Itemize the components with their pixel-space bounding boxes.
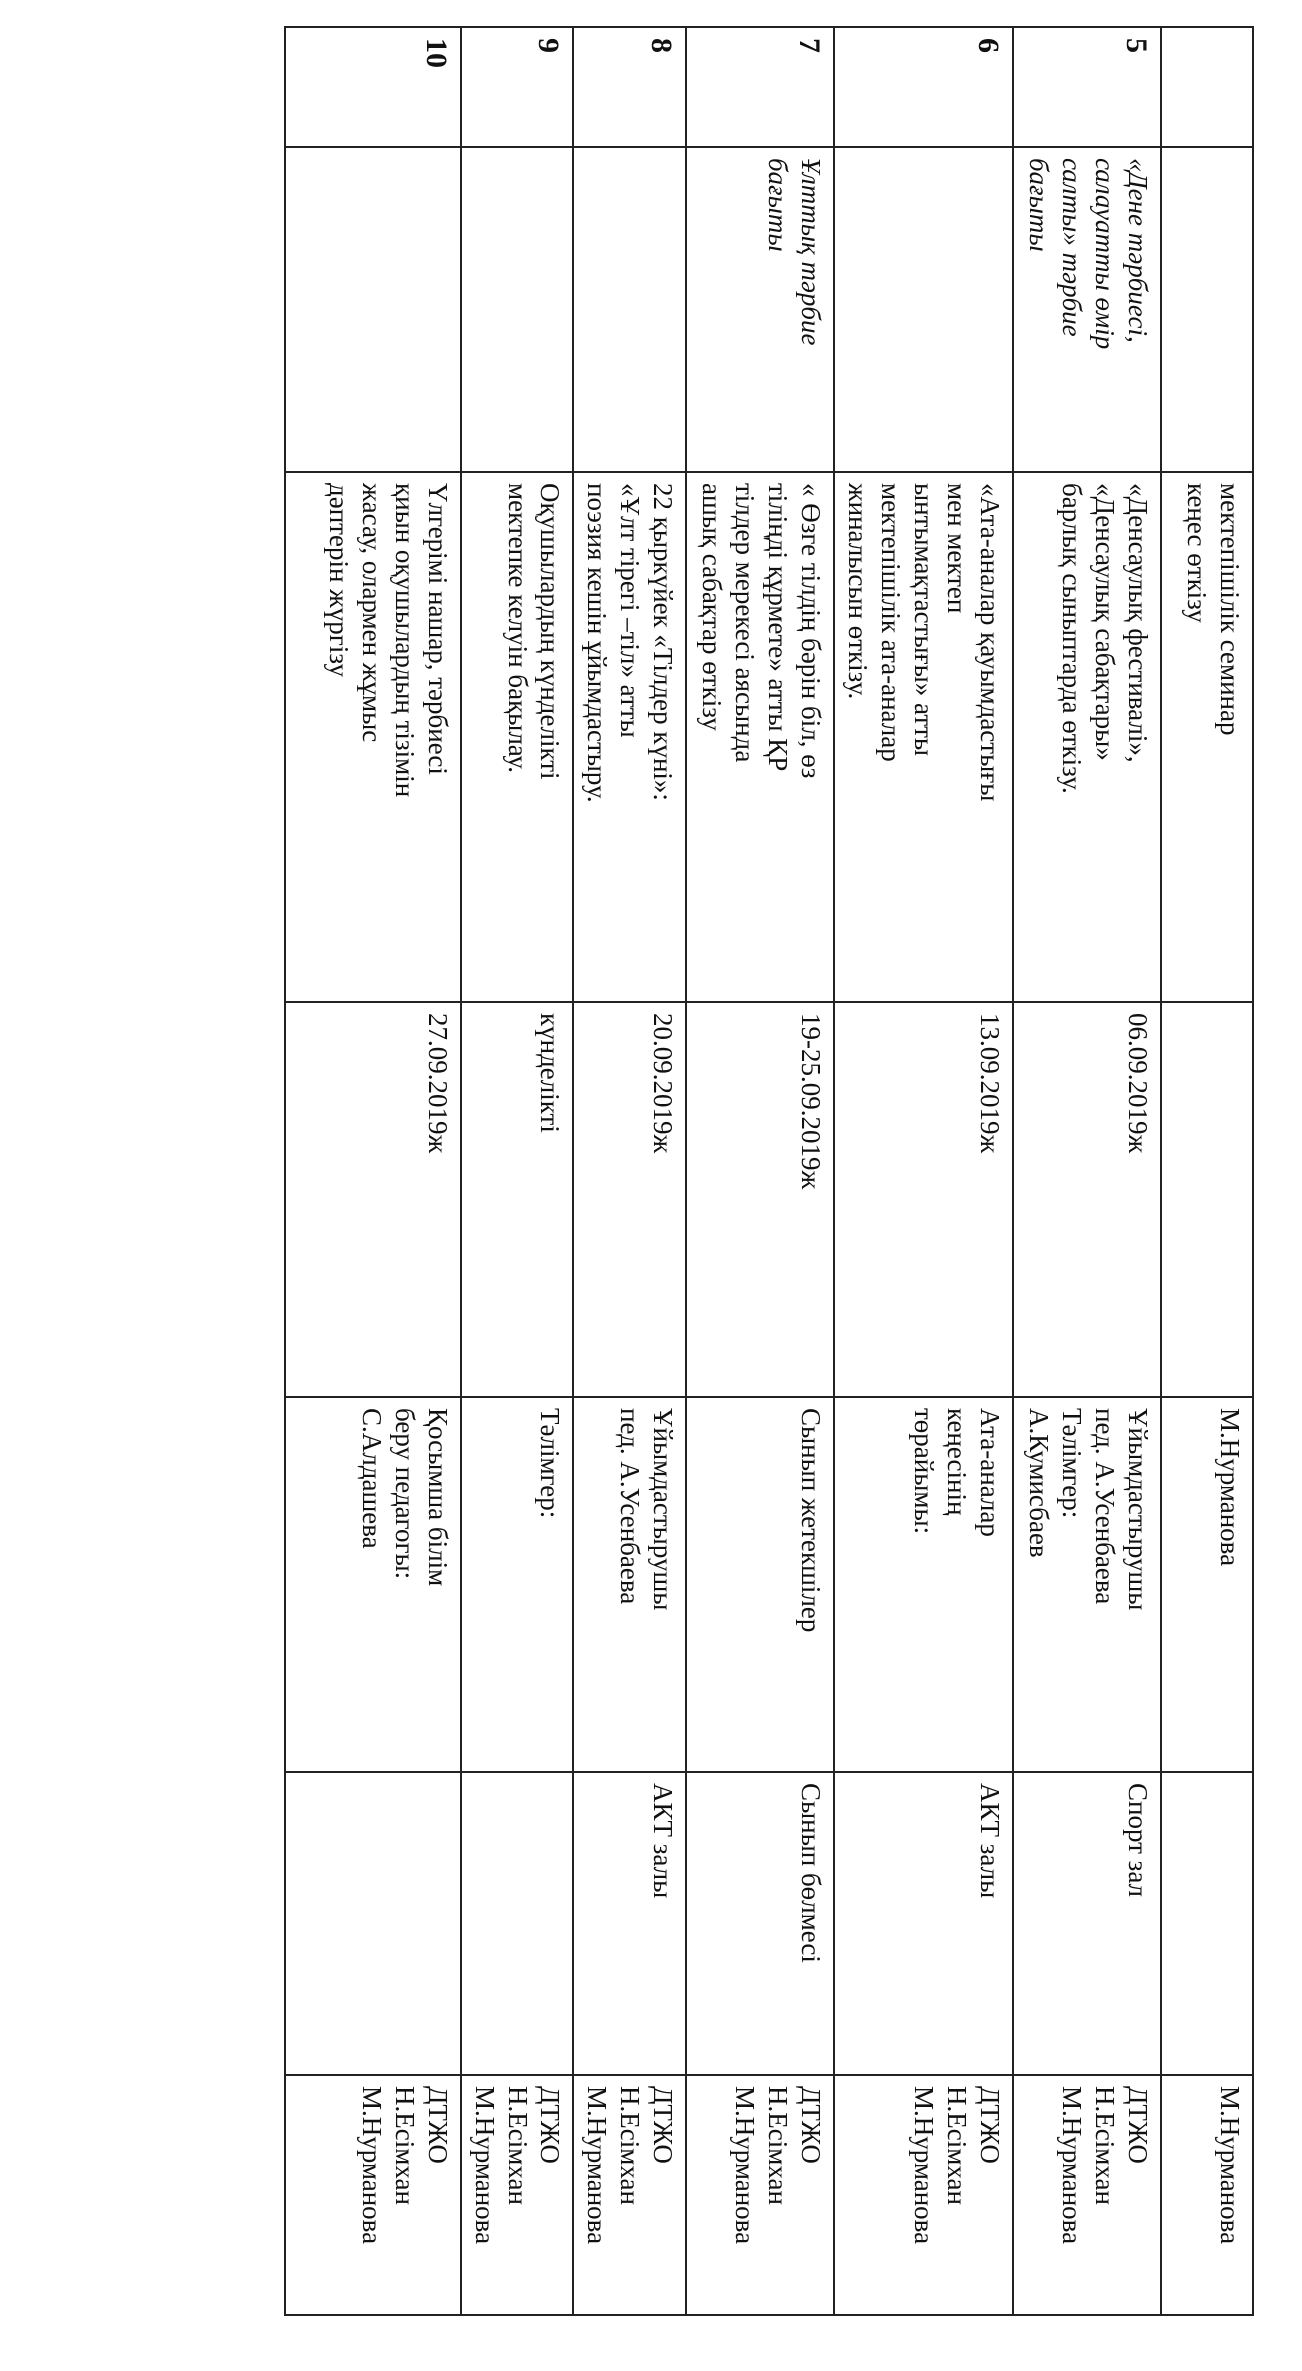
event-line: жасау, олармен жұмыс: [356, 483, 387, 743]
supervisor-line: ДТЖО: [975, 2086, 1005, 2164]
direction-line: «Дене тәрбиесі,: [1123, 158, 1153, 343]
supervisor-cell: [461, 2075, 574, 2315]
event-line: Үлгерімі нашар, тәрбиесі: [422, 483, 453, 775]
event-line: жиналысын өткізу.: [843, 483, 874, 700]
row-number: [1161, 27, 1253, 147]
direction-cell: [574, 147, 687, 472]
supervisor-line: Н.Есімхан: [615, 2086, 646, 2205]
direction-line: Ұлттық тәрбие: [796, 158, 827, 346]
supervisor-line: ДТЖО: [796, 2086, 827, 2164]
responsible-line: Қосымша білім: [422, 1408, 453, 1587]
event-cell: [686, 472, 834, 1002]
row-number: 5: [1013, 27, 1161, 147]
direction-cell: [1013, 147, 1161, 472]
responsible-cell: [461, 1397, 574, 1772]
plan-table: [284, 26, 1254, 2316]
responsible-line: Тәлімгер:: [1057, 1408, 1088, 1519]
responsible-cell: [1161, 1397, 1253, 1772]
event-line: қиын оқушылардың тізімін: [389, 483, 420, 798]
event-line: «Ұлт тірегі –тіл» атты: [615, 483, 646, 738]
supervisor-line: Н.Есімхан: [1090, 2086, 1121, 2205]
place-cell: [461, 1772, 574, 2075]
date-cell: күнделікті: [461, 1002, 574, 1397]
responsible-line: Ұйымдастырушы: [648, 1408, 679, 1611]
place-cell: Сынып бөлмесі: [686, 1772, 834, 2075]
event-line: «Ата-аналар қауымдастығы: [975, 483, 1005, 802]
event-cell: [834, 472, 1013, 1002]
place-cell: Спорт зал: [1013, 1772, 1161, 2075]
responsible-line: кеңесінің: [942, 1408, 973, 1516]
responsible-cell: [1013, 1397, 1161, 1772]
responsible-line: пед. А.Усенбаева: [1090, 1408, 1121, 1605]
place-cell: АКТ залы: [834, 1772, 1013, 2075]
event-line: ашық сабақтар өткізу: [697, 483, 728, 731]
event-line: тіліңді құрмете» атты ҚР: [763, 483, 794, 772]
event-line: «Денсаулық сабақтары»: [1090, 483, 1121, 761]
event-line: кеңес өткізу: [1182, 483, 1213, 623]
supervisor-cell: [1161, 2075, 1253, 2315]
responsible-line: Ұйымдастырушы: [1123, 1408, 1153, 1611]
date-cell: 27.09.2019ж: [285, 1002, 461, 1397]
date-cell: 20.09.2019ж: [574, 1002, 687, 1397]
supervisor-cell: [834, 2075, 1013, 2315]
responsible-line: А.Кумисбаев: [1024, 1408, 1055, 1558]
responsible-cell: [574, 1397, 687, 1772]
supervisor-line: М.Нурманова: [582, 2086, 613, 2245]
table-row: [834, 27, 1013, 2315]
supervisor-line: М.Нурманова: [1057, 2086, 1088, 2245]
responsible-line: беру педагогы:: [389, 1408, 420, 1580]
supervisor-line: М.Нурманова: [469, 2086, 500, 2245]
place-cell: [1161, 1772, 1253, 2075]
responsible-line: Сынып жетекшілер: [796, 1408, 827, 1633]
row-number: 6: [834, 27, 1013, 147]
supervisor-line: М.Нурманова: [1215, 2086, 1245, 2245]
responsible-line: Ата-аналар: [975, 1408, 1005, 1537]
responsible-line: Тәлімгер:: [535, 1408, 566, 1519]
responsible-cell: [686, 1397, 834, 1772]
event-cell: [1013, 472, 1161, 1002]
event-line: барлық сыныптарда өткізу.: [1057, 483, 1088, 794]
event-line: дәптерін жүргізу: [323, 483, 354, 677]
event-cell: [574, 472, 687, 1002]
place-cell: [285, 1772, 461, 2075]
event-cell: [285, 472, 461, 1002]
table-row: [1013, 27, 1161, 2315]
direction-cell: [285, 147, 461, 472]
direction-cell: [834, 147, 1013, 472]
supervisor-line: Н.Есімхан: [942, 2086, 973, 2205]
table-row: [686, 27, 834, 2315]
supervisor-line: Н.Есімхан: [763, 2086, 794, 2205]
event-line: тілдер мерекесі аясында: [730, 483, 761, 763]
date-cell: 19-25.09.2019ж: [686, 1002, 834, 1397]
row-number: 9: [461, 27, 574, 147]
direction-line: бағыты: [1024, 158, 1055, 252]
responsible-line: төрайымы:: [909, 1408, 940, 1535]
supervisor-line: М.Нурманова: [909, 2086, 940, 2245]
direction-line: бағыты: [763, 158, 794, 252]
responsible-line: пед. А.Усенбаева: [615, 1408, 646, 1605]
table-row: [461, 27, 574, 2315]
table-row: [574, 27, 687, 2315]
event-line: мектепішілік семинар: [1215, 483, 1245, 736]
direction-cell: [686, 147, 834, 472]
event-cell: [1161, 472, 1253, 1002]
event-line: 22 қыркүйек «Тілдер күні»:: [648, 483, 679, 801]
supervisor-line: Н.Есімхан: [389, 2086, 420, 2205]
supervisor-line: ДТЖО: [535, 2086, 566, 2164]
supervisor-line: ДТЖО: [1123, 2086, 1153, 2164]
event-line: ынтымақтастығы» атты: [909, 483, 940, 757]
direction-line: салауатты өмір: [1090, 158, 1121, 350]
event-line: поэзия кешін ұйымдастыру.: [582, 483, 613, 803]
supervisor-line: Н.Есімхан: [502, 2086, 533, 2205]
supervisor-line: М.Нурманова: [356, 2086, 387, 2245]
date-cell: 13.09.2019ж: [834, 1002, 1013, 1397]
supervisor-line: М.Нурманова: [730, 2086, 761, 2245]
responsible-cell: [834, 1397, 1013, 1772]
row-number: 8: [574, 27, 687, 147]
table-row: [1161, 27, 1253, 2315]
event-line: «Денсаулық фестивалі»,: [1123, 483, 1153, 763]
event-line: мектепке келуін бақылау.: [502, 483, 533, 773]
supervisor-cell: [686, 2075, 834, 2315]
event-line: « Өзге тілдің бәрін біл, өз: [796, 483, 827, 779]
supervisor-line: ДТЖО: [422, 2086, 453, 2164]
responsible-cell: [285, 1397, 461, 1772]
row-number: 10: [285, 27, 461, 147]
table-row: [285, 27, 461, 2315]
direction-cell: [1161, 147, 1253, 472]
direction-cell: [461, 147, 574, 472]
supervisor-line: ДТЖО: [648, 2086, 679, 2164]
responsible-line: С.Алдашева: [356, 1408, 387, 1549]
date-cell: [1161, 1002, 1253, 1397]
direction-line: салты» тәрбие: [1057, 158, 1088, 337]
supervisor-cell: [285, 2075, 461, 2315]
event-cell: [461, 472, 574, 1002]
event-line: мен мектеп: [942, 483, 973, 614]
row-number: 7: [686, 27, 834, 147]
event-line: мектепішілік ата-аналар: [876, 483, 907, 762]
date-cell: 06.09.2019ж: [1013, 1002, 1161, 1397]
place-cell: АКТ залы: [574, 1772, 687, 2075]
event-line: Оқушылардың күнделікті: [535, 483, 566, 780]
responsible-line: М.Нурманова: [1215, 1408, 1245, 1567]
supervisor-cell: [1013, 2075, 1161, 2315]
supervisor-cell: [574, 2075, 687, 2315]
